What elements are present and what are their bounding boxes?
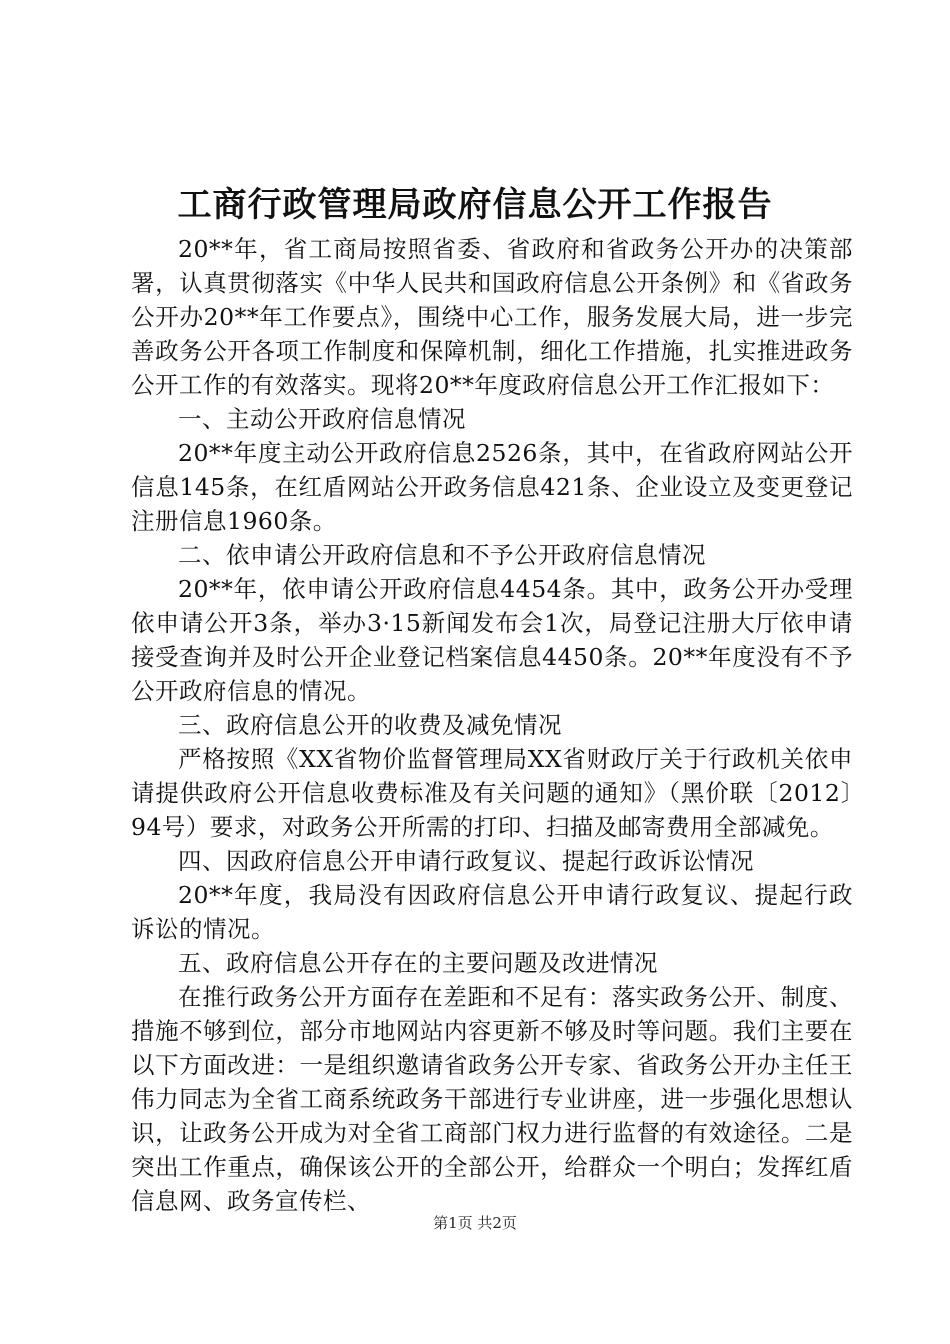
page-footer: 第1页 共2页 [433, 1214, 517, 1232]
document-title: 工商行政管理局政府信息公开工作报告 [177, 185, 773, 225]
document-body [131, 232, 853, 1218]
section-heading-3: 三、政府信息公开的收费及减免情况 [178, 711, 562, 739]
section-heading-1: 一、主动公开政府信息情况 [178, 405, 466, 433]
section-heading-4: 四、因政府信息公开申请行政复议、提起行政诉讼情况 [178, 847, 754, 875]
paragraph-section-4: 20**年度，我局没有因政府信息公开申请行政复议、提起行政诉讼的情况。 [131, 881, 853, 943]
section-heading-5: 五、政府信息公开存在的主要问题及改进情况 [178, 949, 658, 977]
section-heading-2: 二、依申请公开政府信息和不予公开政府信息情况 [178, 541, 706, 569]
paragraph-intro: 20**年，省工商局按照省委、省政府和省政务公开办的决策部署，认真贯彻落实《中华人民共和国政府信息公开条例》和《省政务公开办20**年工作要点》，围绕中心工作，服务发展大局，进一步完善政务公开各项工作制度和保障机制，细化工作措施，扎实推进政务公开工作的有效落实。现将20**年度政府信息公开工作汇报如下： [131, 235, 853, 399]
paragraph-section-5: 在推行政务公开方面存在差距和不足有：落实政务公开、制度、措施不够到位，部分市地网站内容更新不够及时等问题。我们主要在以下方面改进：一是组织邀请省政务公开专家、省政务公开办主任王伟力同志为全省工商系统政务干部进行专业讲座，进一步强化思想认识，让政务公开成为对全省工商部门权力进行监督的有效途径。二是突出工作重点，确保该公开的全部公开，给群众一个明白；发挥红盾信息网、政务宣传栏、 [131, 983, 853, 1215]
paragraph-section-2: 20**年，依申请公开政府信息4454条。其中，政务公开办受理依申请公开3条，举办3·15新闻发布会1次，局登记注册大厅依申请接受查询并及时公开企业登记档案信息4450条。20**年度没有不予公开政府信息的情况。 [131, 575, 853, 705]
paragraph-section-3: 严格按照《XX省物价监督管理局XX省财政厅关于行政机关依申请提供政府公开信息收费标准及有关问题的通知》（黑价联〔2012〕94号）要求，对政务公开所需的打印、扫描及邮寄费用全部减免。 [131, 745, 853, 841]
paragraph-section-1: 20**年度主动公开政府信息2526条，其中，在省政府网站公开信息145条，在红盾网站公开政务信息421条、企业设立及变更登记注册信息1960条。 [131, 439, 853, 535]
